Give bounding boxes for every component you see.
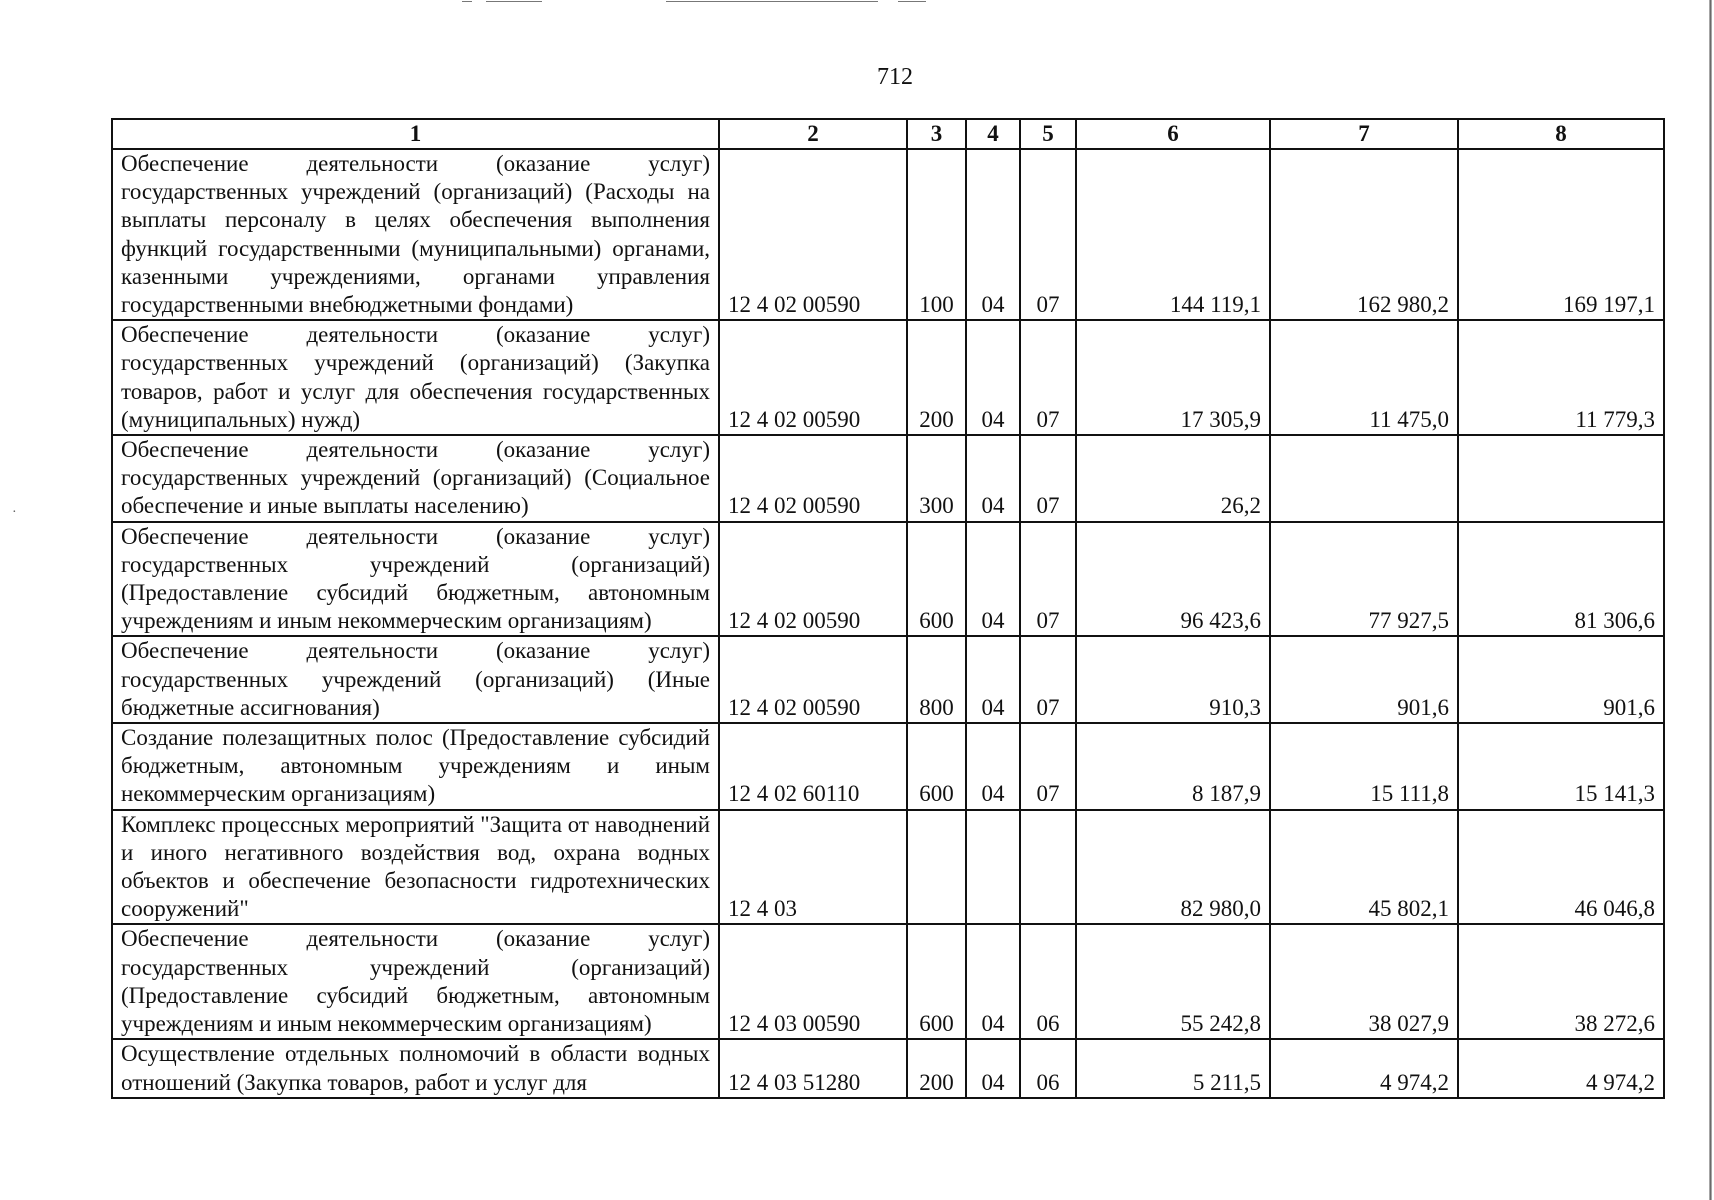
target-article-code: 12 4 02 00590 (719, 636, 907, 723)
row-description: Осуществление отдельных полномочий в области водных отношений (Закупка товаров, работ и услуг для (112, 1039, 719, 1097)
section-code: 04 (966, 1039, 1020, 1097)
expense-type-code: 200 (907, 320, 966, 435)
target-article-code: 12 4 02 00590 (719, 320, 907, 435)
row-description: Обеспечение деятельности (оказание услуг) государственных учреждений (организаций) (Предоставление субсидий бюджетным, автономным учреждениям и иным некоммерческим организациям) (112, 924, 719, 1039)
row-description: Создание полезащитных полос (Предоставление субсидий бюджетным, автономным учреждениям и иным некоммерческим организациям) (112, 723, 719, 810)
amount-col-8: 169 197,1 (1458, 149, 1664, 320)
expense-type-code (907, 810, 966, 925)
row-description: Обеспечение деятельности (оказание услуг) государственных учреждений (организаций) (Расходы на выплаты персоналу в целях обеспечения выполнения функций государственными (муниципальными) органами, казенными учреждениями, органами управления государственными внебюджетными фондами) (112, 149, 719, 320)
subsection-code: 07 (1020, 636, 1076, 723)
table-row (112, 636, 1664, 723)
amount-col-7 (1270, 435, 1458, 522)
header-cell: 3 (907, 119, 966, 149)
table-row (112, 149, 1664, 320)
section-code: 04 (966, 149, 1020, 320)
expense-type-code: 600 (907, 522, 966, 637)
section-code (966, 810, 1020, 925)
section-code: 04 (966, 522, 1020, 637)
section-code: 04 (966, 924, 1020, 1039)
amount-col-7: 15 111,8 (1270, 723, 1458, 810)
amount-col-8: 11 779,3 (1458, 320, 1664, 435)
subsection-code: 06 (1020, 1039, 1076, 1097)
expense-type-code: 200 (907, 1039, 966, 1097)
header-cell: 5 (1020, 119, 1076, 149)
amount-col-6: 55 242,8 (1076, 924, 1270, 1039)
amount-col-6: 5 211,5 (1076, 1039, 1270, 1097)
target-article-code: 12 4 02 00590 (719, 149, 907, 320)
header-cell: 2 (719, 119, 907, 149)
row-description: Обеспечение деятельности (оказание услуг) государственных учреждений (организаций) (Иные бюджетные ассигнования) (112, 636, 719, 723)
amount-col-8: 4 974,2 (1458, 1039, 1664, 1097)
section-code: 04 (966, 636, 1020, 723)
header-cell: 8 (1458, 119, 1664, 149)
table-row (112, 435, 1664, 522)
amount-col-8: 15 141,3 (1458, 723, 1664, 810)
amount-col-6: 96 423,6 (1076, 522, 1270, 637)
amount-col-8: 901,6 (1458, 636, 1664, 723)
amount-col-8: 81 306,6 (1458, 522, 1664, 637)
row-description: Обеспечение деятельности (оказание услуг) государственных учреждений (организаций) (Социальное обеспечение и иные выплаты населению) (112, 435, 719, 522)
subsection-code: 07 (1020, 723, 1076, 810)
budget-table (111, 118, 1665, 1099)
subsection-code: 07 (1020, 149, 1076, 320)
amount-col-8 (1458, 435, 1664, 522)
table-row (112, 1039, 1664, 1097)
header-cell: 1 (112, 119, 719, 149)
table-row (112, 522, 1664, 637)
amount-col-6: 26,2 (1076, 435, 1270, 522)
scan-right-edge (1709, 0, 1712, 1200)
amount-col-6: 144 119,1 (1076, 149, 1270, 320)
amount-col-7: 45 802,1 (1270, 810, 1458, 925)
subsection-code: 07 (1020, 522, 1076, 637)
subsection-code: 07 (1020, 435, 1076, 522)
scan-speck: · (12, 505, 17, 520)
expense-type-code: 600 (907, 723, 966, 810)
page-number: 712 (877, 64, 913, 90)
amount-col-7: 38 027,9 (1270, 924, 1458, 1039)
amount-col-6: 8 187,9 (1076, 723, 1270, 810)
table-header-row (112, 119, 1664, 149)
expense-type-code: 800 (907, 636, 966, 723)
amount-col-7: 901,6 (1270, 636, 1458, 723)
target-article-code: 12 4 02 60110 (719, 723, 907, 810)
table-row (112, 810, 1664, 925)
subsection-code (1020, 810, 1076, 925)
section-code: 04 (966, 435, 1020, 522)
target-article-code: 12 4 03 00590 (719, 924, 907, 1039)
expense-type-code: 100 (907, 149, 966, 320)
table-row (112, 924, 1664, 1039)
row-description: Комплекс процессных мероприятий "Защита от наводнений и иного негативного воздействия вод, охрана водных объектов и обеспечение безопасности гидротехнических сооружений" (112, 810, 719, 925)
scan-top-edge-lines (0, 0, 1714, 4)
amount-col-8: 38 272,6 (1458, 924, 1664, 1039)
header-cell: 7 (1270, 119, 1458, 149)
section-code: 04 (966, 723, 1020, 810)
amount-col-6: 910,3 (1076, 636, 1270, 723)
row-description: Обеспечение деятельности (оказание услуг) государственных учреждений (организаций) (Предоставление субсидий бюджетным, автономным учреждениям и иным некоммерческим организациям) (112, 522, 719, 637)
amount-col-6: 82 980,0 (1076, 810, 1270, 925)
amount-col-7: 4 974,2 (1270, 1039, 1458, 1097)
target-article-code: 12 4 02 00590 (719, 435, 907, 522)
header-cell: 6 (1076, 119, 1270, 149)
expense-type-code: 600 (907, 924, 966, 1039)
subsection-code: 06 (1020, 924, 1076, 1039)
target-article-code: 12 4 03 (719, 810, 907, 925)
target-article-code: 12 4 03 51280 (719, 1039, 907, 1097)
subsection-code: 07 (1020, 320, 1076, 435)
amount-col-7: 77 927,5 (1270, 522, 1458, 637)
expense-type-code: 300 (907, 435, 966, 522)
amount-col-6: 17 305,9 (1076, 320, 1270, 435)
amount-col-7: 11 475,0 (1270, 320, 1458, 435)
amount-col-7: 162 980,2 (1270, 149, 1458, 320)
section-code: 04 (966, 320, 1020, 435)
amount-col-8: 46 046,8 (1458, 810, 1664, 925)
table-row (112, 320, 1664, 435)
header-cell: 4 (966, 119, 1020, 149)
row-description: Обеспечение деятельности (оказание услуг) государственных учреждений (организаций) (Закупка товаров, работ и услуг для обеспечения государственных (муниципальных) нужд) (112, 320, 719, 435)
table-row (112, 723, 1664, 810)
target-article-code: 12 4 02 00590 (719, 522, 907, 637)
